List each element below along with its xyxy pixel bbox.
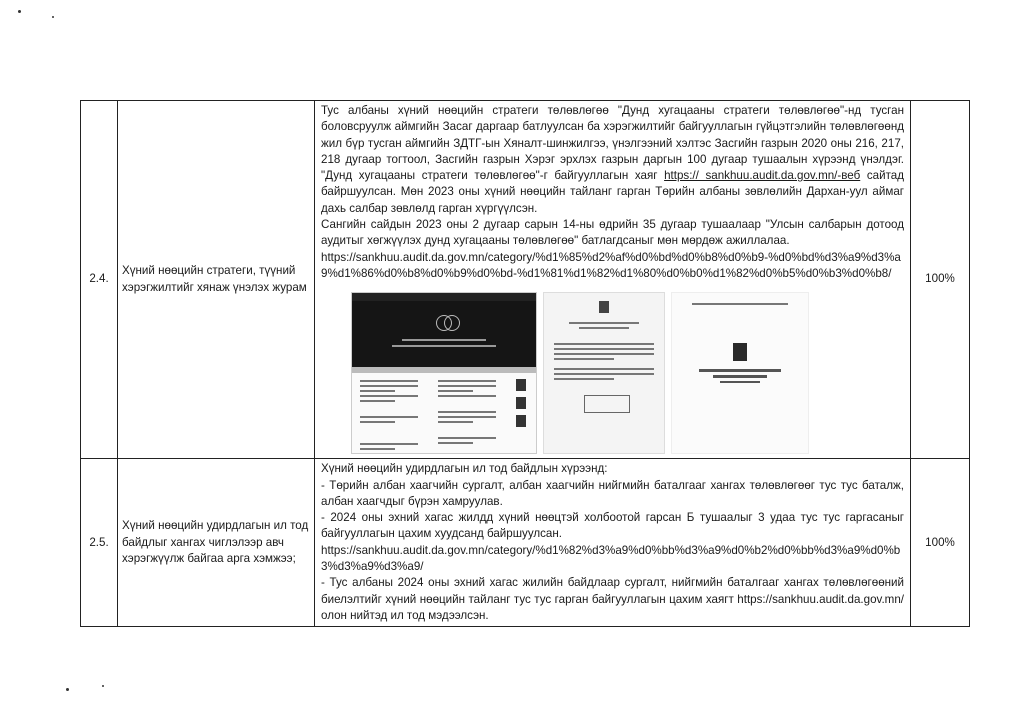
- paragraph-text: сайтад байршуулсан. Мөн 2023 оны хүний нөөцийн тайланг гарган Төрийн албаны зөвлөлийн Дархан-уул аймаг дахь салбар зөвлөлд гарган хүргүүлсэн.: [321, 169, 904, 215]
- completion-percent: 100%: [911, 101, 970, 459]
- website-screenshot-icon: [351, 292, 537, 454]
- row-title: Хүний нөөцийн стратеги, түүний хэрэгжилтийг хянаж үнэлэх журам: [118, 101, 315, 459]
- evidence-screenshots: [321, 288, 904, 456]
- table-row: [81, 101, 970, 459]
- report-table: [80, 100, 970, 627]
- row-description: [315, 459, 911, 627]
- description-line: - Тус албаны 2024 оны эхний хагас жилийн байдлаар сургалт, нийгмийн баталгааг хангах төлөвлөгөөний биелэлтийг хүний нөөцийн тайланг тус тус гарган байгууллагын цахим хаягт https://sankhuu.audit.da.gov.mn/ олон нийтэд ил тод мэдээлсэн.: [321, 576, 904, 622]
- category-url[interactable]: https://sankhuu.audit.da.gov.mn/category/%d1%82%d3%a9%d0%bb%d3%a9%d0%b2%d0%bb%d3%a9%d0%b3%d3%a9%d3%a9/: [321, 543, 901, 574]
- row-number: 2.4.: [81, 101, 118, 459]
- strategy-cover-icon: [671, 292, 809, 454]
- completion-percent: 100%: [911, 459, 970, 627]
- row-description: [315, 101, 911, 459]
- description-line: Хүний нөөцийн удирдлагын ил тод байдлын хүрээнд:: [321, 462, 608, 476]
- scan-speck: [66, 688, 69, 691]
- row-title: Хүний нөөцийн удирдлагын ил тод байдлыг хангах чиглэлээр авч хэрэгжүүлж байгаа арга хэмжээ;: [118, 459, 315, 627]
- scan-speck: [102, 685, 104, 687]
- row-number: 2.5.: [81, 459, 118, 627]
- description-paragraph: [321, 103, 904, 217]
- decree-document-icon: [543, 292, 665, 454]
- paragraph-text: Тус албаны хүний нөөцийн стратеги төлөвлөгөө "Дунд хугацааны стратеги төлөвлөгөө"-нд тусган боловсруулж аймгийн Засаг даргаар батлуулсан ба хэрэгжилтийг байгууллагын гүйцэтгэлийн төлөвлөгөөнд жил бүр тусган аймгийн ЗДТГ-ын Хяналт-шинжилгээ, үнэлгээний хэлтэс Засгийн газрын 2020 оны 216, 217, 218 дугаар тогтоол, Засгийн газрын Хэрэг эрхлэх газрын даргын 100 дугаар тушаалын хүрээнд үнэлдэг. "Дунд хугацааны стратеги төлөвлөгөө"-г байгууллагын хаяг: [321, 104, 904, 183]
- table-row: [81, 459, 970, 627]
- description-paragraph: Сангийн сайдын 2023 оны 2 дугаар сарын 14-ны өдрийн 35 дугаар тушаалаар "Улсын салбарын дотоод аудитыг хөгжүүлэх дунд хугацааны төлөвлөгөө" батлагдсаныг мөн мөрдөж ажиллалаа.: [321, 218, 904, 248]
- description-line: - 2024 оны эхний хагас жилдд хүний нөөцтэй холбоотой гарсан Б тушаалыг 3 удаа тус тус гаргасаныг байгууллагын цахим хуудсанд байршуулсан.: [321, 511, 904, 541]
- scan-speck: [18, 10, 21, 13]
- website-link[interactable]: https:// sankhuu.audit.da.gov.mn/-веб: [664, 169, 861, 183]
- description-line: - Төрийн албан хаагчийн сургалт, албан хаагчийн нийгмийн баталгааг хангах төлөвлөгөөг тус тус баталж, албан хаагчдыг бүрэн хамруулав.: [321, 478, 904, 508]
- scan-speck: [52, 16, 54, 18]
- category-url[interactable]: https://sankhuu.audit.da.gov.mn/category/%d1%85%d2%af%d0%bd%d0%b8%d0%b9-%d0%bd%d3%a9%d3%a9%d1%86%d0%b8%d0%b9%d0%bd-%d1%81%d1%82%d1%80%d0%b0%d1%82%d0%b5%d0%b3%d0%b8/: [321, 250, 901, 280]
